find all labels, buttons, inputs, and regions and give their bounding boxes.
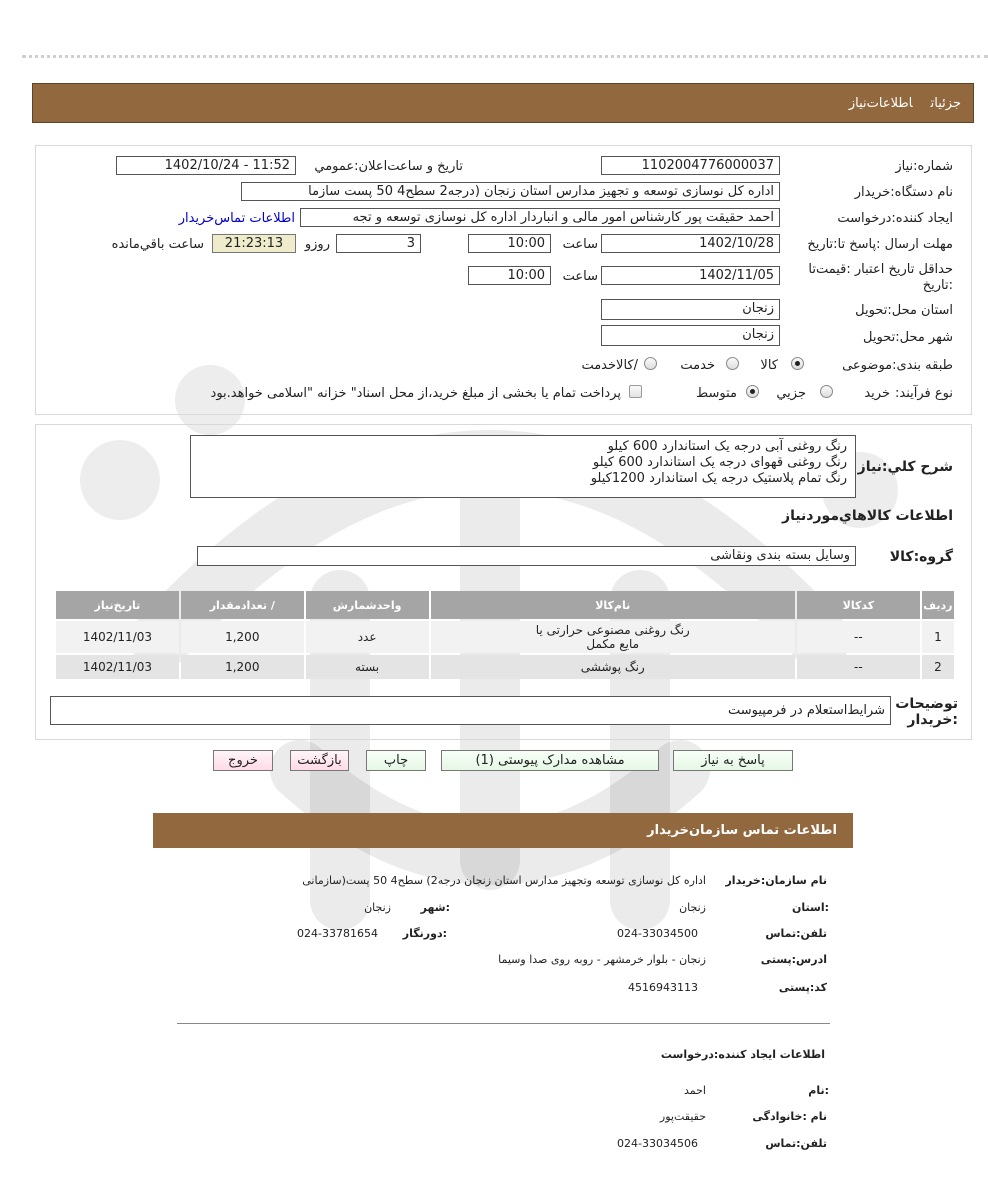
creator-phone-value: 024-33034506	[617, 1137, 698, 1150]
category-goods-radio[interactable]	[791, 357, 804, 370]
cell-date: 1402/11/03	[56, 655, 179, 679]
category-service-label: خدمت	[680, 358, 715, 373]
category-label: طبقه بندی:موضوعی	[842, 358, 953, 373]
exit-button[interactable]: خروج	[213, 750, 273, 771]
validity-label-cont: :تاریخ	[922, 278, 953, 293]
summary-label: شرح کلي:نیاز	[857, 459, 953, 475]
cell-code: --	[797, 655, 920, 679]
summary-line: رنگ روغنی آبی درجه یک استاندارد 600 کیلو	[607, 439, 847, 454]
city-field: زنجان	[601, 325, 780, 346]
creator-last-name-value: حقیقت‌پور	[659, 1110, 706, 1123]
contact-divider	[177, 1023, 830, 1024]
days-label: روزو	[304, 237, 330, 252]
creator-first-name-value: احمد	[684, 1084, 706, 1097]
col-header-name: نام‌کالا	[431, 591, 795, 619]
process-medium-label: متوسط	[696, 386, 737, 401]
back-button[interactable]: بازگشت	[290, 750, 349, 771]
contact-phone-label: تلفن:تماس	[765, 927, 827, 940]
buyer-org-field: اداره کل نوسازی توسعه و تجهیز مدارس استان زنجان (درجه2 سطح4 50 پست سازما	[241, 182, 780, 201]
need-number-field: 1102004776000037	[601, 156, 780, 175]
col-header-date: تاریخ‌نیاز	[56, 591, 179, 619]
creator-field: احمد حقیقت پور کارشناس امور مالی و انباردار اداره کل نوسازی توسعه و تجه	[300, 208, 780, 227]
cell-name: رنگ پوششی	[431, 655, 795, 679]
col-header-unit: واحدشمارش	[306, 591, 429, 619]
col-header-quantity: / تعدادمقدار	[181, 591, 304, 619]
category-goods-label: کالا	[760, 358, 778, 373]
city-label: شهر محل:تحویل	[863, 330, 953, 345]
buyer-notes-field: شرایط‌استعلام در فرمپیوست	[50, 696, 891, 725]
col-header-row-no: ردیف	[922, 591, 954, 619]
days-field: 3	[336, 234, 421, 253]
validity-time-label: ساعت	[562, 269, 598, 284]
cell-quantity: 1,200	[181, 655, 304, 679]
remaining-time-field: 21:23:13	[212, 234, 296, 253]
tab-details[interactable]: جزئیات	[930, 96, 961, 111]
items-table-wrapper	[54, 589, 956, 681]
details-header-bar	[32, 83, 974, 123]
category-goods-service-label: /کالاخدمت	[581, 358, 638, 373]
treasury-payment-note: پرداخت تمام یا بخشی از مبلغ خرید،از محل اسناد" خزانه "اسلامی خواهد.بود	[210, 386, 621, 401]
validity-time-field: 10:00	[468, 266, 551, 285]
announce-date-field: 1402/10/24 - 11:52	[116, 156, 296, 175]
cell-code: --	[797, 621, 920, 653]
contact-province-value: زنجان	[679, 901, 706, 914]
contact-province-label: :استان	[792, 901, 829, 914]
contact-fax-value: 024-33781654	[297, 927, 378, 940]
table-row	[56, 621, 954, 653]
cell-name-text: رنگ روغنی مصنوعی حرارتی یا مایع مکمل	[535, 623, 690, 651]
process-medium-radio[interactable]	[746, 385, 759, 398]
process-minor-radio[interactable]	[820, 385, 833, 398]
province-field: زنجان	[601, 299, 780, 320]
province-label: استان محل:تحویل	[855, 303, 953, 318]
reply-button[interactable]: پاسخ به نیاز	[673, 750, 793, 771]
deadline-date-field: 1402/10/28	[601, 234, 780, 253]
cell-unit: بسته	[306, 655, 429, 679]
contact-org-value: اداره کل نوسازی توسعه وتجهیز مدارس استان زنجان درجه2) سطح4 50 پست(سازمانی	[302, 874, 706, 887]
contact-fax-label: :دورنگار	[402, 927, 447, 940]
process-purchase-label: خرید	[864, 386, 890, 401]
cell-name	[431, 621, 795, 653]
contact-org-label: نام سازمان:خریدار	[725, 874, 827, 887]
buyer-org-label: نام دستگاه:خریدار	[854, 185, 953, 200]
tab-need-info[interactable]: اطلاعات‌نیاز	[848, 96, 913, 111]
table-header-row	[56, 591, 954, 619]
announce-date-label: تاریخ و ساعت‌اعلان:عمومي	[314, 159, 463, 174]
creator-first-name-label: :نام	[808, 1084, 829, 1097]
top-divider	[22, 55, 988, 58]
remaining-time-label: ساعت باقي‌مانده	[111, 237, 204, 252]
process-label: نوع فرآیند:	[895, 386, 953, 401]
cell-quantity: 1,200	[181, 621, 304, 653]
cell-row-no: 2	[922, 655, 954, 679]
deadline-time-label: ساعت	[562, 237, 598, 252]
view-attachments-button[interactable]: مشاهده مدارک پیوستی (1)	[441, 750, 659, 771]
creator-label: ایجاد کننده:درخواست	[837, 211, 953, 226]
goods-group-field: وسایل بسته بندی ونقاشی	[197, 546, 856, 566]
cell-date: 1402/11/03	[56, 621, 179, 653]
treasury-payment-checkbox[interactable]	[629, 385, 642, 398]
creator-info-title: اطلاعات ایجاد کننده:درخواست	[660, 1048, 825, 1061]
contact-city-value: زنجان	[364, 901, 391, 914]
summary-line: رنگ روغنی قهوای درجه یک استاندارد 600 کیلو	[592, 455, 847, 470]
contact-phone-value: 024-33034500	[617, 927, 698, 940]
category-service-radio[interactable]	[726, 357, 739, 370]
contact-postal-label: کد:پستی	[778, 981, 827, 994]
deadline-label: مهلت ارسال :پاسخ تا:تاریخ	[807, 237, 953, 252]
validity-label: حداقل تاریخ اعتبار :قیمت‌تا	[808, 262, 953, 277]
creator-phone-label: تلفن:تماس	[765, 1137, 827, 1150]
category-goods-service-radio[interactable]	[644, 357, 657, 370]
contact-postal-value: 4516943113	[628, 981, 698, 994]
goods-info-title: اطلاعات کالاهاي‌موردنیاز	[782, 508, 953, 524]
contact-address-label: ادرس:پستی	[760, 953, 827, 966]
buyer-contact-link[interactable]: اطلاعات تماس‌خریدار	[178, 211, 295, 226]
contact-city-label: :شهر	[420, 901, 450, 914]
col-header-code: کدکالا	[797, 591, 920, 619]
table-row	[56, 655, 954, 679]
buyer-contact-header: اطلاعات تماس سازمان‌خریدار	[153, 813, 853, 848]
contact-address-value: زنجان - بلوار خرمشهر - روبه روی صدا وسیما	[498, 953, 706, 966]
cell-unit: عدد	[306, 621, 429, 653]
goods-group-label: گروه:کالا	[889, 549, 953, 565]
process-minor-label: جزيي	[776, 386, 806, 401]
creator-last-name-label: نام :خانوادگی	[752, 1110, 827, 1123]
need-number-label: شماره:نیاز	[895, 159, 953, 174]
validity-date-field: 1402/11/05	[601, 266, 780, 285]
cell-row-no: 1	[922, 621, 954, 653]
summary-description-box	[190, 435, 856, 498]
buyer-notes-label: توضیحات	[895, 696, 958, 712]
items-table	[54, 589, 956, 681]
deadline-time-field: 10:00	[468, 234, 551, 253]
summary-line: رنگ تمام پلاستیک درجه یک استاندارد 1200کیلو	[590, 471, 847, 486]
print-button[interactable]: چاپ	[366, 750, 426, 771]
buyer-notes-label-cont: :خریدار	[907, 712, 958, 728]
